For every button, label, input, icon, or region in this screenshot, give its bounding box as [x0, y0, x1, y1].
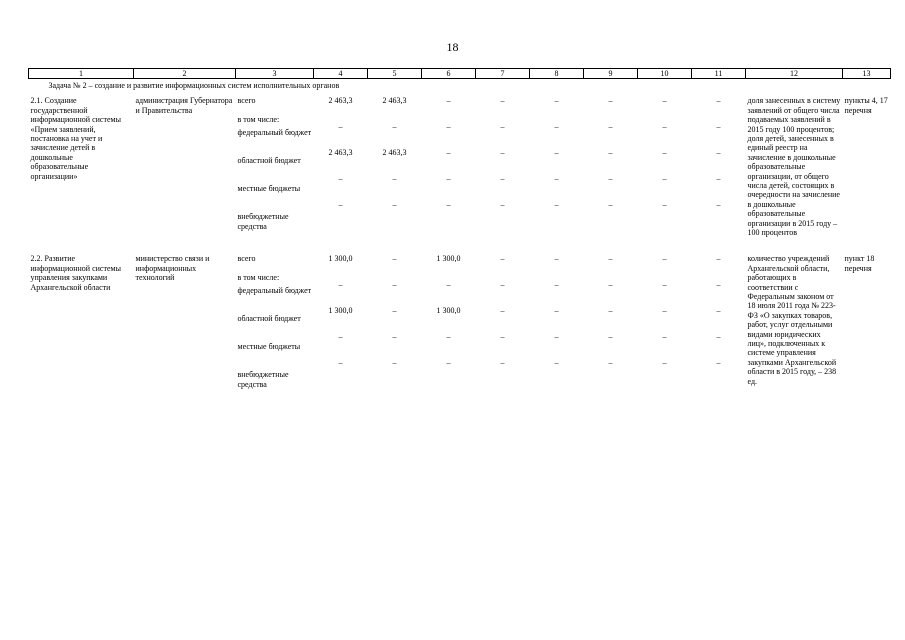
value-entry: – [446, 200, 451, 210]
page-number: 18 [446, 40, 459, 54]
value-entry: – [446, 174, 451, 184]
value-entry: – [716, 200, 721, 210]
value-entry: – [392, 332, 397, 342]
value-entry: – [392, 306, 397, 316]
value-entry: – [554, 96, 559, 106]
row-spacer [29, 240, 891, 254]
column-header: 12 [746, 69, 843, 79]
value-entry: 2 463,3 [382, 96, 407, 106]
value-cell [476, 96, 530, 240]
value-entry [316, 267, 366, 280]
value-entry: – [608, 332, 613, 342]
value-entry: – [446, 358, 451, 368]
value-entry: – [662, 358, 667, 368]
value-entry: – [716, 174, 721, 184]
value-entry: – [662, 200, 667, 210]
value-cell [584, 254, 638, 398]
value-entry: – [716, 148, 721, 158]
source-label: внебюджетные средства [237, 370, 289, 389]
task-row [29, 79, 891, 97]
value-entry [694, 267, 744, 280]
value-cell [422, 96, 476, 240]
source-label: внебюджетные средства [237, 212, 289, 231]
value-entry: – [446, 96, 451, 106]
value-entry: – [338, 332, 343, 342]
value-entry: – [554, 122, 559, 132]
value-entry [586, 109, 636, 122]
value-entry: – [500, 332, 505, 342]
value-entry: – [446, 148, 451, 158]
value-entry: – [500, 306, 505, 316]
source-label: федеральный бюджет [237, 128, 312, 138]
value-entry: – [608, 96, 613, 106]
value-entry: 2 463,3 [382, 148, 407, 158]
value-cell [692, 254, 746, 398]
value-entry: – [446, 280, 451, 290]
value-entry [424, 109, 474, 122]
value-entry: – [554, 280, 559, 290]
value-entry: 1 300,0 [328, 306, 353, 316]
value-entry [640, 109, 690, 122]
source-label: местные бюджеты [237, 184, 301, 194]
value-entry: – [662, 332, 667, 342]
activity-name: 2.2. Развитие информационной системы управления закупками Архангельской области [30, 254, 121, 292]
value-entry: – [500, 200, 505, 210]
value-entry: – [338, 122, 343, 132]
value-entry: – [392, 174, 397, 184]
value-entry: – [608, 306, 613, 316]
value-entry: – [500, 280, 505, 290]
value-entry: – [338, 174, 343, 184]
value-entry: – [554, 306, 559, 316]
value-cell [314, 96, 368, 240]
value-entry: – [554, 358, 559, 368]
column-header: 5 [368, 69, 422, 79]
value-cell [692, 96, 746, 240]
value-cell [368, 96, 422, 240]
value-entry: – [662, 148, 667, 158]
column-header-row [29, 69, 891, 79]
value-entry: – [554, 174, 559, 184]
task-title: Задача № 2 – создание и развитие информационных систем исполнительных органов [48, 81, 340, 90]
source-label: областной бюджет [237, 314, 301, 324]
column-header: 7 [476, 69, 530, 79]
value-entry: – [608, 122, 613, 132]
value-entry: – [500, 254, 505, 264]
value-entry: – [500, 174, 505, 184]
activity-name: 2.1. Создание государственной информационной системы «Прием заявлений, постановка на учет и зачисление детей в дошкольные образовательные организации» [30, 96, 121, 181]
column-header: 6 [422, 69, 476, 79]
value-entry: – [662, 122, 667, 132]
column-header: 1 [29, 69, 134, 79]
value-entry: – [338, 200, 343, 210]
value-entry: – [608, 148, 613, 158]
activity-executor: администрация Губернатора и Правительства [135, 96, 233, 115]
value-entry: – [662, 306, 667, 316]
value-entry: – [716, 280, 721, 290]
value-cell [638, 96, 692, 240]
value-entry [478, 267, 528, 280]
value-entry: 2 463,3 [328, 96, 353, 106]
value-entry: – [338, 358, 343, 368]
financing-sources [236, 254, 314, 398]
value-entry: – [446, 332, 451, 342]
column-header: 9 [584, 69, 638, 79]
column-header: 4 [314, 69, 368, 79]
source-label: всего [237, 254, 256, 264]
value-entry: – [716, 96, 721, 106]
value-entry: – [500, 122, 505, 132]
value-entry: – [392, 200, 397, 210]
value-entry: – [500, 96, 505, 106]
value-entry: 1 300,0 [436, 254, 461, 264]
value-entry: – [500, 358, 505, 368]
value-cell [314, 254, 368, 398]
value-entry: 2 463,3 [328, 148, 353, 158]
value-entry: – [392, 280, 397, 290]
source-label: всего [237, 96, 256, 106]
value-entry [532, 267, 582, 280]
value-entry: – [608, 174, 613, 184]
value-entry: – [608, 200, 613, 210]
activity-executor: министерство связи и информационных технологий [135, 254, 210, 283]
value-entry: – [608, 280, 613, 290]
activity-row [29, 254, 891, 398]
value-entry: – [554, 254, 559, 264]
value-entry: – [662, 254, 667, 264]
activity-row [29, 96, 891, 240]
value-entry [370, 109, 420, 122]
financing-sources [236, 96, 314, 240]
source-label: в том числе: [237, 273, 280, 283]
column-header: 13 [843, 69, 891, 79]
reference-text: пункты 4, 17 перечня [844, 96, 888, 115]
column-header: 2 [134, 69, 236, 79]
value-cell [584, 96, 638, 240]
source-label: областной бюджет [237, 156, 301, 166]
value-entry: – [716, 306, 721, 316]
value-cell [422, 254, 476, 398]
source-label: местные бюджеты [237, 342, 301, 352]
value-entry: – [716, 332, 721, 342]
value-entry: – [608, 254, 613, 264]
value-entry: 1 300,0 [328, 254, 353, 264]
value-entry [316, 109, 366, 122]
value-entry: – [716, 254, 721, 264]
value-entry: – [392, 254, 397, 264]
program-table [28, 68, 891, 398]
value-entry [586, 267, 636, 280]
value-entry [478, 109, 528, 122]
value-entry: – [392, 122, 397, 132]
indicator-text: доля занесенных в систему заявлений от общего числа подаваемых заявлений в 2015 году 100 процентов; доля детей, занесенных в единый реестр на зачисление в дошкольные образовательные организации, от общего числа детей, состоящих в очередности на зачисление в дошкольные образовательные организации в 2015 году – 100 процентов [747, 96, 841, 238]
value-entry [370, 267, 420, 280]
value-cell [476, 254, 530, 398]
column-header: 10 [638, 69, 692, 79]
value-entry [424, 267, 474, 280]
value-entry: – [500, 148, 505, 158]
value-cell [530, 96, 584, 240]
value-entry: – [446, 122, 451, 132]
value-entry: – [338, 280, 343, 290]
value-entry: – [662, 96, 667, 106]
value-entry: – [608, 358, 613, 368]
value-entry: – [662, 174, 667, 184]
value-entry [532, 109, 582, 122]
value-entry [694, 109, 744, 122]
value-entry: 1 300,0 [436, 306, 461, 316]
indicator-text: количество учреждений Архангельской области, работающих в соответствии с Федеральным законом от 18 июля 2011 года № 223-ФЗ «О закупках товаров, работ, услуг отдельными видами юридических лиц», подключенных к системе управления закупками Архангельской области в 2015 году, – 238 ед. [747, 254, 837, 386]
value-entry: – [554, 148, 559, 158]
reference-text: пункт 18 перечня [844, 254, 875, 273]
value-entry: – [554, 332, 559, 342]
column-header: 8 [530, 69, 584, 79]
value-entry: – [716, 358, 721, 368]
value-cell [530, 254, 584, 398]
value-entry: – [662, 280, 667, 290]
value-entry: – [716, 122, 721, 132]
source-label: федеральный бюджет [237, 286, 312, 296]
value-cell [368, 254, 422, 398]
value-entry: – [392, 358, 397, 368]
source-label: в том числе: [237, 115, 280, 125]
column-header: 3 [236, 69, 314, 79]
value-entry: – [554, 200, 559, 210]
value-entry [640, 267, 690, 280]
column-header: 11 [692, 69, 746, 79]
value-cell [638, 254, 692, 398]
